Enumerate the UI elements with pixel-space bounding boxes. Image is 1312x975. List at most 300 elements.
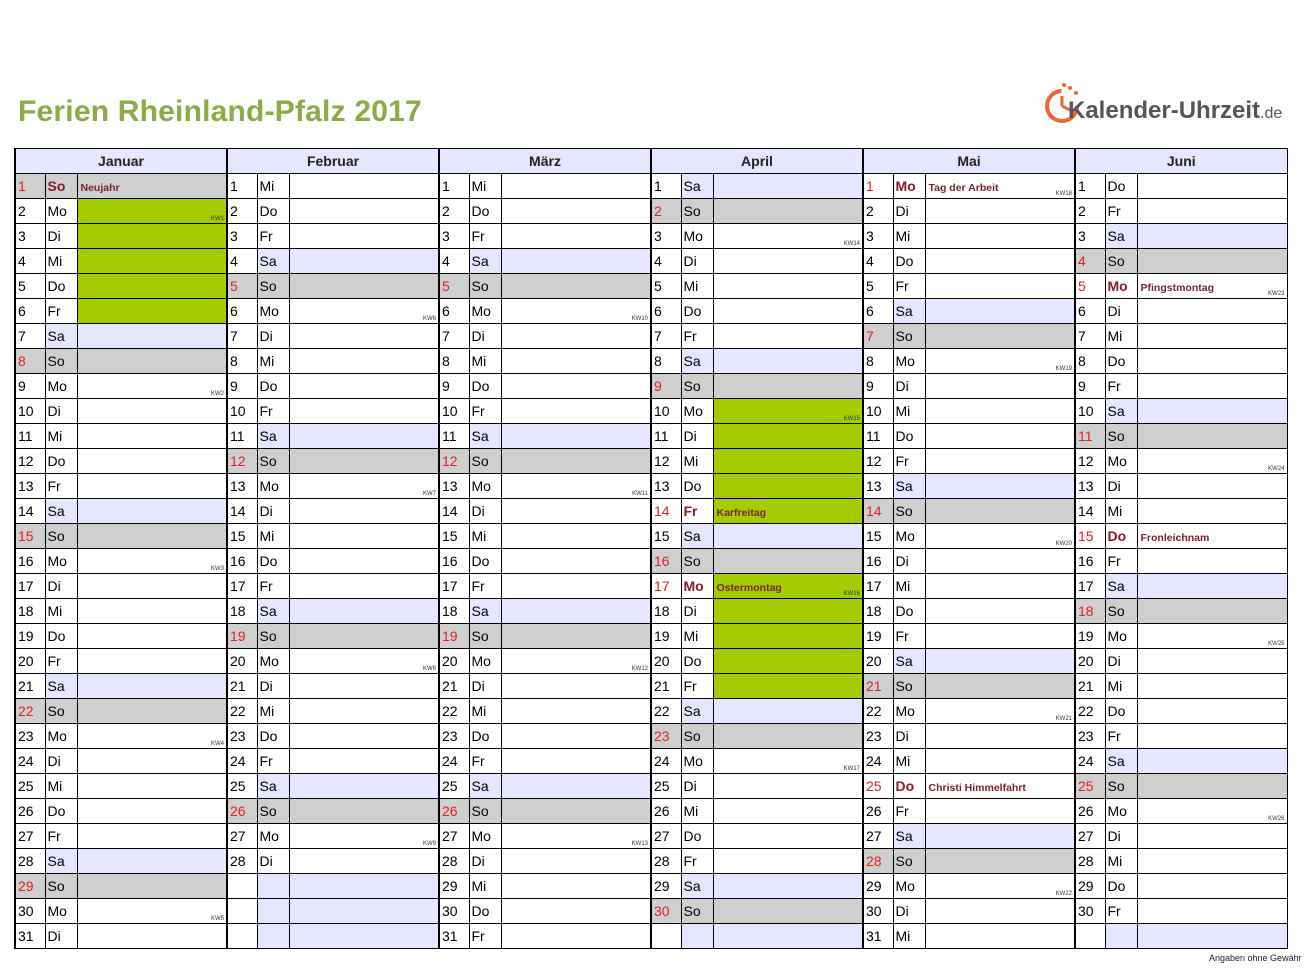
day-number: 9 bbox=[439, 374, 469, 399]
day-note-cell bbox=[925, 399, 1075, 424]
calendar-week-label: KW15 bbox=[843, 416, 860, 422]
day-number: 22 bbox=[439, 699, 469, 724]
calendar-row bbox=[15, 874, 1287, 899]
day-note-cell bbox=[925, 249, 1075, 274]
weekday: Mi bbox=[45, 599, 77, 624]
day-number: 2 bbox=[863, 199, 893, 224]
day-number: 19 bbox=[651, 624, 681, 649]
site-logo[interactable] bbox=[1040, 75, 1302, 133]
day-note-cell bbox=[1137, 724, 1287, 749]
day-note-cell bbox=[925, 549, 1075, 574]
weekday: Mi bbox=[257, 524, 289, 549]
day-note-cell bbox=[1137, 849, 1287, 874]
month-header: März bbox=[439, 149, 651, 174]
day-number: 28 bbox=[1075, 849, 1105, 874]
weekday: Sa bbox=[45, 324, 77, 349]
day-number: 18 bbox=[439, 599, 469, 624]
weekday: Mi bbox=[681, 624, 713, 649]
day-note-cell bbox=[289, 549, 439, 574]
weekday: Mi bbox=[257, 699, 289, 724]
weekday: Do bbox=[893, 599, 925, 624]
weekday: Mi bbox=[1105, 324, 1137, 349]
weekday: So bbox=[45, 349, 77, 374]
day-number: 8 bbox=[651, 349, 681, 374]
day-note-cell bbox=[77, 274, 227, 299]
day-note-cell bbox=[77, 649, 227, 674]
weekday: Mo bbox=[469, 474, 501, 499]
weekday: Mo bbox=[45, 374, 77, 399]
day-number: 29 bbox=[651, 874, 681, 899]
calendar-week-label: KW10 bbox=[631, 316, 648, 322]
day-number: 29 bbox=[439, 874, 469, 899]
weekday: Fr bbox=[45, 299, 77, 324]
day-number: 9 bbox=[1075, 374, 1105, 399]
weekday: Do bbox=[1105, 349, 1137, 374]
weekday: Mi bbox=[1105, 674, 1137, 699]
day-number: 16 bbox=[651, 549, 681, 574]
day-note-cell bbox=[713, 699, 863, 724]
weekday: Di bbox=[1105, 474, 1137, 499]
day-number: 17 bbox=[15, 574, 45, 599]
day-number: 29 bbox=[1075, 874, 1105, 899]
weekday: Do bbox=[1105, 174, 1137, 199]
calendar-row bbox=[15, 299, 1287, 324]
day-note-cell bbox=[501, 424, 651, 449]
calendar-row bbox=[15, 224, 1287, 249]
day-number: 21 bbox=[651, 674, 681, 699]
day-number: 14 bbox=[227, 499, 257, 524]
weekday: Mo bbox=[681, 399, 713, 424]
weekday: Fr bbox=[469, 399, 501, 424]
day-note-cell bbox=[713, 574, 863, 599]
day-number: 6 bbox=[439, 299, 469, 324]
day-note-cell bbox=[713, 799, 863, 824]
day-note-cell bbox=[713, 224, 863, 249]
day-note-cell bbox=[925, 524, 1075, 549]
day-number: 8 bbox=[227, 349, 257, 374]
day-note-cell bbox=[713, 549, 863, 574]
calendar-row bbox=[15, 549, 1287, 574]
day-number: 12 bbox=[1075, 449, 1105, 474]
day-number: 4 bbox=[651, 249, 681, 274]
day-number: 24 bbox=[651, 749, 681, 774]
day-number: 17 bbox=[863, 574, 893, 599]
weekday: Mi bbox=[893, 749, 925, 774]
weekday: Di bbox=[257, 499, 289, 524]
weekday: Fr bbox=[257, 399, 289, 424]
calendar-row bbox=[15, 474, 1287, 499]
weekday: Sa bbox=[681, 174, 713, 199]
day-number: 15 bbox=[439, 524, 469, 549]
day-number: 27 bbox=[227, 824, 257, 849]
weekday: So bbox=[45, 874, 77, 899]
calendar-week-label: KW4 bbox=[210, 741, 224, 747]
day-note-cell bbox=[289, 349, 439, 374]
weekday: Fr bbox=[469, 574, 501, 599]
calendar-week-label: KW25 bbox=[1268, 641, 1285, 647]
day-note-cell bbox=[289, 649, 439, 674]
day-note-cell bbox=[501, 724, 651, 749]
day-number: 18 bbox=[227, 599, 257, 624]
day-number: 9 bbox=[863, 374, 893, 399]
day-note-cell bbox=[289, 749, 439, 774]
weekday: So bbox=[681, 199, 713, 224]
weekday: Mo bbox=[1105, 624, 1137, 649]
day-note-cell bbox=[713, 524, 863, 549]
day-number: 13 bbox=[1075, 474, 1105, 499]
day-note-cell bbox=[925, 199, 1075, 224]
day-number: 30 bbox=[1075, 899, 1105, 924]
weekday: So bbox=[469, 274, 501, 299]
weekday: Di bbox=[469, 849, 501, 874]
empty-cell bbox=[289, 874, 439, 899]
day-number: 24 bbox=[1075, 749, 1105, 774]
calendar-row bbox=[15, 524, 1287, 549]
day-number: 15 bbox=[1075, 524, 1105, 549]
weekday: Do bbox=[1105, 524, 1137, 549]
day-note-cell bbox=[925, 749, 1075, 774]
day-number: 27 bbox=[15, 824, 45, 849]
day-note-cell bbox=[713, 399, 863, 424]
weekday: Di bbox=[893, 724, 925, 749]
day-note-cell bbox=[713, 849, 863, 874]
day-note-cell bbox=[501, 449, 651, 474]
weekday: Sa bbox=[1105, 224, 1137, 249]
day-number: 2 bbox=[1075, 199, 1105, 224]
weekday: Mo bbox=[1105, 799, 1137, 824]
day-note-cell bbox=[501, 474, 651, 499]
day-number: 17 bbox=[227, 574, 257, 599]
weekday: Di bbox=[893, 374, 925, 399]
day-note-cell bbox=[289, 699, 439, 724]
day-note-cell bbox=[501, 849, 651, 874]
day-number: 21 bbox=[439, 674, 469, 699]
weekday: So bbox=[469, 449, 501, 474]
day-number: 15 bbox=[651, 524, 681, 549]
day-note-cell bbox=[713, 599, 863, 624]
weekday: Fr bbox=[257, 574, 289, 599]
weekday: Fr bbox=[1105, 199, 1137, 224]
day-note-cell bbox=[289, 274, 439, 299]
day-number: 1 bbox=[15, 174, 45, 199]
day-note-cell bbox=[713, 324, 863, 349]
day-note-cell bbox=[1137, 224, 1287, 249]
day-note-cell bbox=[501, 199, 651, 224]
day-number: 26 bbox=[863, 799, 893, 824]
day-note-cell bbox=[1137, 449, 1287, 474]
weekday: Mi bbox=[257, 174, 289, 199]
day-note-cell bbox=[501, 774, 651, 799]
weekday: Di bbox=[257, 674, 289, 699]
month-header: Januar bbox=[15, 149, 227, 174]
logo-name: Kalender-Uhrzeit bbox=[1068, 97, 1261, 124]
weekday: Di bbox=[1105, 824, 1137, 849]
calendar-row bbox=[15, 724, 1287, 749]
day-note-cell bbox=[501, 349, 651, 374]
day-note-cell bbox=[501, 324, 651, 349]
day-note-cell bbox=[925, 474, 1075, 499]
weekday: Mi bbox=[893, 924, 925, 949]
weekday: Sa bbox=[1105, 574, 1137, 599]
holiday-name: Tag der Arbeit bbox=[928, 182, 999, 194]
day-note-cell bbox=[1137, 574, 1287, 599]
weekday: So bbox=[257, 274, 289, 299]
day-note-cell bbox=[77, 249, 227, 274]
day-number: 18 bbox=[651, 599, 681, 624]
empty-cell bbox=[1137, 924, 1287, 949]
calendar-week-label: KW14 bbox=[843, 241, 860, 247]
weekday: Do bbox=[45, 624, 77, 649]
day-note-cell bbox=[925, 449, 1075, 474]
day-number: 11 bbox=[863, 424, 893, 449]
day-note-cell bbox=[1137, 774, 1287, 799]
weekday: Sa bbox=[681, 699, 713, 724]
day-note-cell bbox=[1137, 199, 1287, 224]
weekday: Fr bbox=[893, 274, 925, 299]
weekday: So bbox=[893, 324, 925, 349]
weekday: Mi bbox=[681, 274, 713, 299]
holiday-name: Karfreitag bbox=[716, 507, 767, 519]
day-note-cell bbox=[713, 874, 863, 899]
day-note-cell bbox=[713, 474, 863, 499]
calendar-week-label: KW23 bbox=[1268, 291, 1285, 297]
calendar-body bbox=[15, 174, 1287, 949]
holiday-name: Ostermontag bbox=[716, 582, 782, 594]
day-note-cell bbox=[77, 499, 227, 524]
weekday: Mo bbox=[257, 474, 289, 499]
weekday: Mi bbox=[45, 424, 77, 449]
day-note-cell bbox=[713, 449, 863, 474]
day-number: 1 bbox=[651, 174, 681, 199]
day-number: 22 bbox=[651, 699, 681, 724]
day-number: 12 bbox=[227, 449, 257, 474]
month-header: April bbox=[651, 149, 863, 174]
day-note-cell bbox=[713, 374, 863, 399]
day-number: 20 bbox=[1075, 649, 1105, 674]
day-note-cell bbox=[713, 774, 863, 799]
day-number: 18 bbox=[863, 599, 893, 624]
day-number: 24 bbox=[439, 749, 469, 774]
day-note-cell bbox=[925, 874, 1075, 899]
weekday: Sa bbox=[893, 649, 925, 674]
weekday: Mi bbox=[681, 449, 713, 474]
day-note-cell bbox=[77, 174, 227, 199]
weekday: Do bbox=[45, 449, 77, 474]
day-number: 27 bbox=[863, 824, 893, 849]
weekday: Di bbox=[257, 324, 289, 349]
weekday: Fr bbox=[257, 749, 289, 774]
day-note-cell bbox=[1137, 274, 1287, 299]
weekday: Mi bbox=[45, 774, 77, 799]
day-note-cell bbox=[77, 724, 227, 749]
calendar-row bbox=[15, 824, 1287, 849]
weekday: Mo bbox=[257, 299, 289, 324]
calendar-week-label: KW16 bbox=[843, 591, 860, 597]
weekday: Sa bbox=[45, 674, 77, 699]
weekday: Mi bbox=[45, 249, 77, 274]
weekday: Do bbox=[1105, 874, 1137, 899]
weekday: Do bbox=[257, 549, 289, 574]
day-note-cell bbox=[77, 324, 227, 349]
day-number: 5 bbox=[439, 274, 469, 299]
day-number: 24 bbox=[227, 749, 257, 774]
day-note-cell bbox=[77, 624, 227, 649]
day-note-cell bbox=[77, 699, 227, 724]
weekday: Fr bbox=[681, 674, 713, 699]
day-number: 16 bbox=[15, 549, 45, 574]
day-note-cell bbox=[289, 724, 439, 749]
day-note-cell bbox=[1137, 824, 1287, 849]
weekday: Fr bbox=[469, 924, 501, 949]
day-number: 13 bbox=[227, 474, 257, 499]
day-number: 20 bbox=[227, 649, 257, 674]
weekday: Mi bbox=[893, 399, 925, 424]
weekday: Mo bbox=[1105, 274, 1137, 299]
weekday: Fr bbox=[681, 499, 713, 524]
day-number: 26 bbox=[15, 799, 45, 824]
weekday: Do bbox=[469, 549, 501, 574]
day-number: 11 bbox=[227, 424, 257, 449]
calendar-row bbox=[15, 774, 1287, 799]
weekday: So bbox=[469, 799, 501, 824]
weekday: Do bbox=[257, 199, 289, 224]
day-number: 13 bbox=[863, 474, 893, 499]
day-number: 4 bbox=[1075, 249, 1105, 274]
weekday: So bbox=[45, 524, 77, 549]
day-note-cell bbox=[501, 574, 651, 599]
day-note-cell bbox=[1137, 524, 1287, 549]
logo-tld: .de bbox=[1260, 105, 1283, 122]
empty-cell bbox=[257, 899, 289, 924]
day-number: 20 bbox=[15, 649, 45, 674]
empty-cell bbox=[227, 874, 257, 899]
day-note-cell bbox=[289, 574, 439, 599]
weekday: So bbox=[681, 899, 713, 924]
day-number: 11 bbox=[15, 424, 45, 449]
day-number: 8 bbox=[1075, 349, 1105, 374]
day-number: 14 bbox=[651, 499, 681, 524]
weekday: So bbox=[893, 499, 925, 524]
day-note-cell bbox=[77, 599, 227, 624]
day-number: 12 bbox=[439, 449, 469, 474]
holiday-name: Neujahr bbox=[80, 182, 120, 194]
day-number: 25 bbox=[15, 774, 45, 799]
weekday: Di bbox=[1105, 649, 1137, 674]
day-note-cell bbox=[501, 699, 651, 724]
weekday: Sa bbox=[257, 249, 289, 274]
weekday: Sa bbox=[893, 299, 925, 324]
weekday: So bbox=[469, 624, 501, 649]
day-note-cell bbox=[713, 249, 863, 274]
calendar-row bbox=[15, 849, 1287, 874]
empty-cell bbox=[681, 924, 713, 949]
day-note-cell bbox=[1137, 474, 1287, 499]
day-number: 30 bbox=[15, 899, 45, 924]
calendar-row bbox=[15, 749, 1287, 774]
day-number: 7 bbox=[863, 324, 893, 349]
weekday: Mo bbox=[257, 824, 289, 849]
day-number: 28 bbox=[863, 849, 893, 874]
weekday: Fr bbox=[45, 649, 77, 674]
calendar-week-label: KW1 bbox=[210, 216, 224, 222]
weekday: Mi bbox=[893, 224, 925, 249]
day-note-cell bbox=[713, 674, 863, 699]
day-note-cell bbox=[501, 249, 651, 274]
day-note-cell bbox=[289, 174, 439, 199]
day-note-cell bbox=[77, 874, 227, 899]
day-number: 20 bbox=[863, 649, 893, 674]
weekday: Mo bbox=[45, 549, 77, 574]
weekday: Di bbox=[469, 499, 501, 524]
day-note-cell bbox=[289, 399, 439, 424]
day-number: 4 bbox=[15, 249, 45, 274]
day-note-cell bbox=[77, 449, 227, 474]
weekday: Do bbox=[45, 799, 77, 824]
calendar-row bbox=[15, 649, 1287, 674]
day-note-cell bbox=[501, 874, 651, 899]
day-note-cell bbox=[925, 899, 1075, 924]
weekday: Fr bbox=[257, 224, 289, 249]
day-note-cell bbox=[289, 849, 439, 874]
weekday: Sa bbox=[469, 774, 501, 799]
day-note-cell bbox=[77, 524, 227, 549]
day-number: 22 bbox=[863, 699, 893, 724]
calendar-row bbox=[15, 349, 1287, 374]
day-note-cell bbox=[925, 624, 1075, 649]
calendar-week-label: KW11 bbox=[632, 491, 648, 497]
weekday: Mo bbox=[469, 824, 501, 849]
day-note-cell bbox=[501, 399, 651, 424]
day-note-cell bbox=[925, 849, 1075, 874]
day-number: 5 bbox=[1075, 274, 1105, 299]
day-note-cell bbox=[1137, 349, 1287, 374]
day-number: 15 bbox=[227, 524, 257, 549]
weekday: Di bbox=[681, 599, 713, 624]
day-note-cell bbox=[77, 574, 227, 599]
day-note-cell bbox=[925, 349, 1075, 374]
day-number: 16 bbox=[439, 549, 469, 574]
day-number: 24 bbox=[863, 749, 893, 774]
day-note-cell bbox=[713, 624, 863, 649]
day-number: 18 bbox=[1075, 599, 1105, 624]
calendar-row bbox=[15, 924, 1287, 949]
weekday: Di bbox=[681, 774, 713, 799]
weekday: Sa bbox=[45, 849, 77, 874]
weekday: Mo bbox=[469, 649, 501, 674]
weekday: Fr bbox=[681, 324, 713, 349]
day-note-cell bbox=[1137, 299, 1287, 324]
day-number: 25 bbox=[651, 774, 681, 799]
day-number: 25 bbox=[439, 774, 469, 799]
day-number: 16 bbox=[863, 549, 893, 574]
day-note-cell bbox=[1137, 899, 1287, 924]
weekday: Mo bbox=[893, 874, 925, 899]
day-note-cell bbox=[925, 674, 1075, 699]
weekday: So bbox=[257, 449, 289, 474]
day-number: 19 bbox=[1075, 624, 1105, 649]
weekday: Do bbox=[469, 899, 501, 924]
day-number: 4 bbox=[439, 249, 469, 274]
day-number: 9 bbox=[651, 374, 681, 399]
day-note-cell bbox=[501, 649, 651, 674]
weekday: Sa bbox=[257, 774, 289, 799]
day-number: 6 bbox=[1075, 299, 1105, 324]
day-note-cell bbox=[925, 649, 1075, 674]
day-number: 28 bbox=[439, 849, 469, 874]
weekday: Mi bbox=[893, 574, 925, 599]
day-note-cell bbox=[713, 499, 863, 524]
day-number: 3 bbox=[863, 224, 893, 249]
